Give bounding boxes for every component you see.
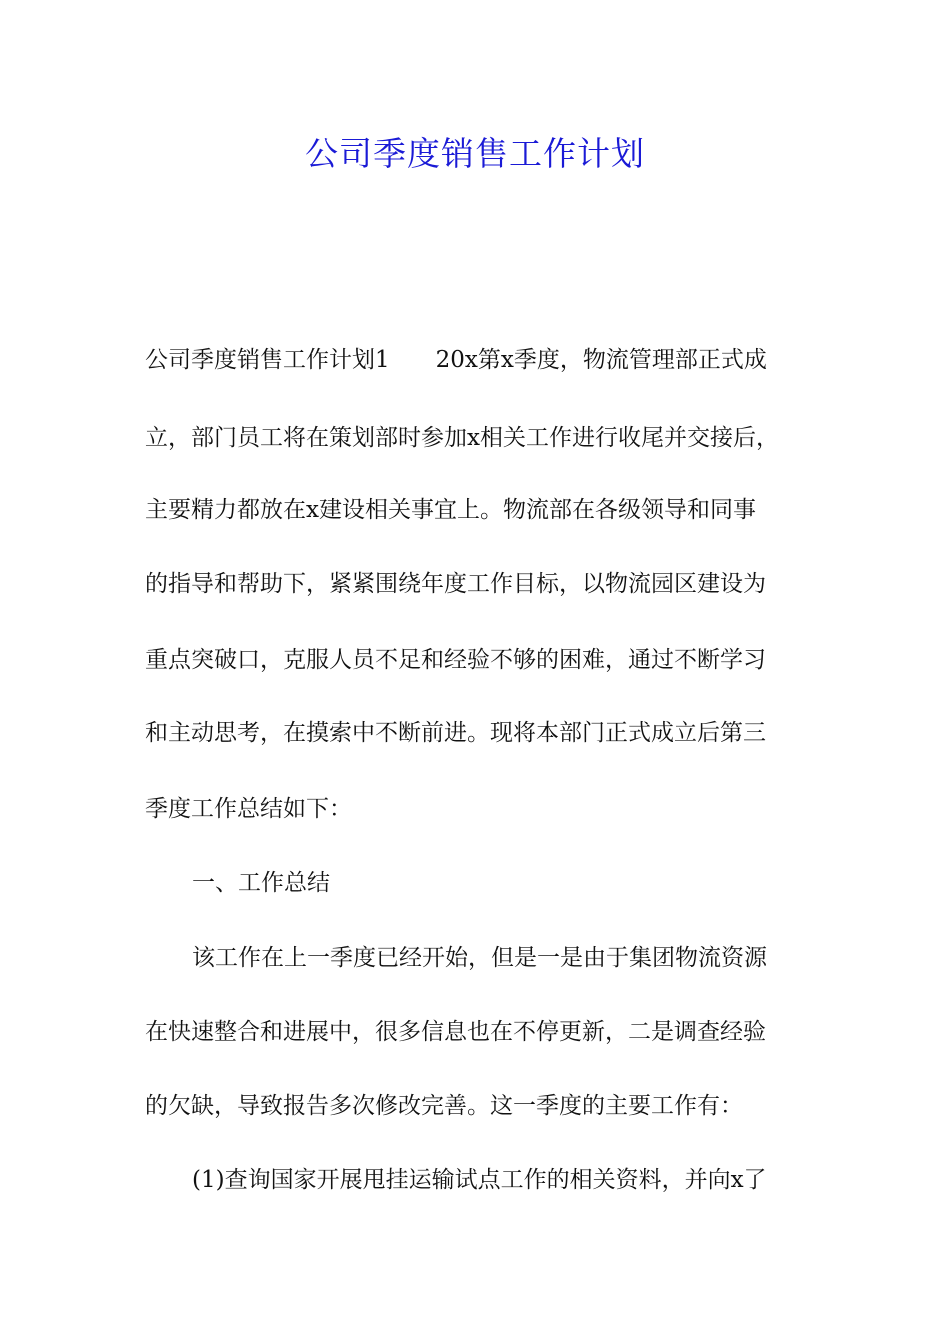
paragraph-line-9: 该工作在上一季度已经开始，但是一是由于集团物流资源: [192, 945, 767, 971]
paragraph-line-7: 季度工作总结如下：: [145, 796, 352, 822]
paragraph-line-6: 和主动思考，在摸索中不断前进。现将本部门正式成立后第三: [145, 720, 766, 746]
paragraph-line-2: 立，部门员工将在策划部时参加x相关工作进行收尾并交接后，: [145, 425, 779, 451]
paragraph-line-1: 公司季度销售工作计划1 20x第x季度，物流管理部正式成: [145, 347, 767, 373]
paragraph-line-3: 主要精力都放在x建设相关事宜上。物流部在各级领导和同事: [145, 497, 756, 523]
list-item-1: (1)查询国家开展甩挂运输试点工作的相关资料，并向x了: [192, 1167, 767, 1193]
paragraph-line-11: 的欠缺，导致报告多次修改完善。这一季度的主要工作有：: [145, 1093, 743, 1119]
paragraph-line-4: 的指导和帮助下，紧紧围绕年度工作目标，以物流园区建设为: [145, 571, 766, 597]
document-title: 公司季度销售工作计划: [305, 134, 645, 173]
paragraph-line-10: 在快速整合和进展中，很多信息也在不停更新，二是调查经验: [145, 1019, 766, 1045]
paragraph-line-5: 重点突破口，克服人员不足和经验不够的困难，通过不断学习: [145, 647, 766, 673]
section-heading: 一、工作总结: [192, 870, 330, 896]
